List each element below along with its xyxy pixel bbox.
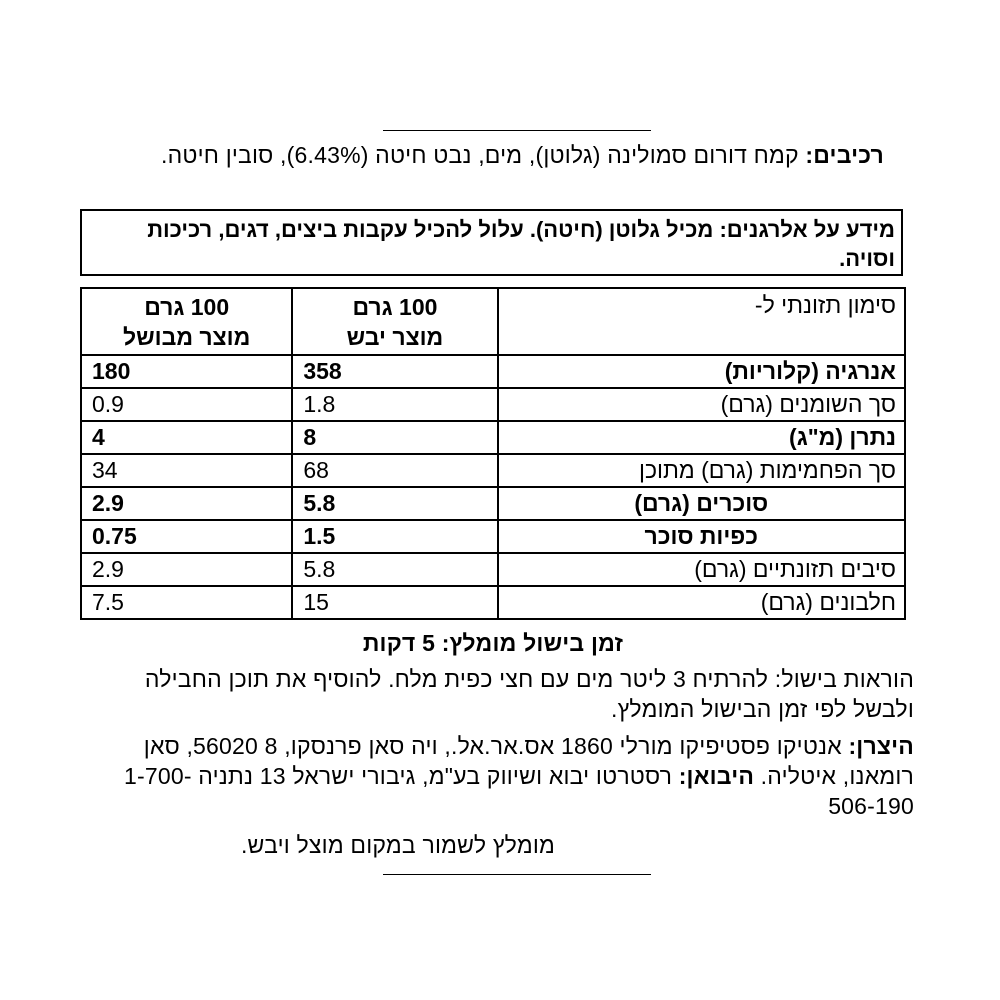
col-cooked-line2: מוצר מבושל <box>123 323 251 350</box>
table-row <box>81 355 905 388</box>
row-label: אנרגיה (קלוריות) <box>498 355 905 388</box>
manufacturer-text: אנטיקו פסטיפיקו מורלי 1860 אס.אר.אל., ויה סאן פרנסקו, 8 56020, סאן רומאנו, איטליה. <box>143 733 914 789</box>
value-cooked: 0.9 <box>81 388 292 421</box>
importer-text: רסטרטו יבוא ושיווק בע"מ, גיבורי ישראל 13 נתניה 1-700-506-190 <box>124 763 914 819</box>
value-cooked: 180 <box>81 355 292 388</box>
ingredients-text <box>95 140 884 170</box>
table-row <box>81 487 905 520</box>
col-header-dry <box>292 288 497 355</box>
bottom-divider <box>383 874 651 875</box>
value-cooked: 7.5 <box>81 586 292 619</box>
row-label: סך הפחמימות (גרם) מתוכן <box>498 454 905 487</box>
value-dry: 8 <box>292 421 497 454</box>
col-dry-line1: 100 גרם <box>352 293 438 320</box>
allergen-text: מידע על אלרגנים: מכיל גלוטן (חיטה). עלול להכיל עקבות ביצים, דגים, רכיכות וסויה. <box>147 217 895 271</box>
value-dry: 68 <box>292 454 497 487</box>
storage-instructions: מומלץ לשמור במקום מוצל ויבש. <box>240 832 556 858</box>
allergen-box <box>80 209 903 276</box>
col-header-cooked <box>81 288 292 355</box>
nutrition-header-row <box>81 288 905 355</box>
value-dry: 15 <box>292 586 497 619</box>
table-row <box>81 553 905 586</box>
table-row <box>81 421 905 454</box>
row-label: סוכרים (גרם) <box>498 487 905 520</box>
manufacturer-label: היצרן: <box>848 733 914 759</box>
manufacturer-info <box>78 731 914 821</box>
col-dry-line2: מוצר יבש <box>346 323 444 350</box>
table-row <box>81 520 905 553</box>
value-cooked: 4 <box>81 421 292 454</box>
col-cooked-line1: 100 גרם <box>144 293 230 320</box>
value-dry: 5.8 <box>292 553 497 586</box>
table-row <box>81 388 905 421</box>
nutrition-table <box>80 287 906 620</box>
value-dry: 1.5 <box>292 520 497 553</box>
value-dry: 1.8 <box>292 388 497 421</box>
nutrition-header-label: סימון תזונתי ל- <box>498 288 905 355</box>
value-dry: 5.8 <box>292 487 497 520</box>
value-dry: 358 <box>292 355 497 388</box>
value-cooked: 34 <box>81 454 292 487</box>
row-label: סיבים תזונתיים (גרם) <box>498 553 905 586</box>
row-label: כפיות סוכר <box>498 520 905 553</box>
table-row <box>81 586 905 619</box>
row-label: חלבונים (גרם) <box>498 586 905 619</box>
value-cooked: 0.75 <box>81 520 292 553</box>
top-divider <box>383 130 651 131</box>
cooking-instructions: הוראות בישול: להרתיח 3 ליטר מים עם חצי כפית מלח. להוסיף את תוכן החבילה ולבשל לפי זמן הבישול המומלץ. <box>144 666 914 722</box>
ingredients-label: רכיבים: <box>805 142 884 168</box>
importer-label: היבואן: <box>678 763 755 789</box>
row-label: נתרן (מ"ג) <box>498 421 905 454</box>
table-row <box>81 454 905 487</box>
ingredients-list: קמח דורום סמולינה (גלוטן), מים, נבט חיטה (6.43%), סובין חיטה. <box>161 142 806 168</box>
cooking-time: זמן בישול מומלץ: 5 דקות <box>362 630 624 656</box>
value-cooked: 2.9 <box>81 487 292 520</box>
value-cooked: 2.9 <box>81 553 292 586</box>
row-label: סך השומנים (גרם) <box>498 388 905 421</box>
